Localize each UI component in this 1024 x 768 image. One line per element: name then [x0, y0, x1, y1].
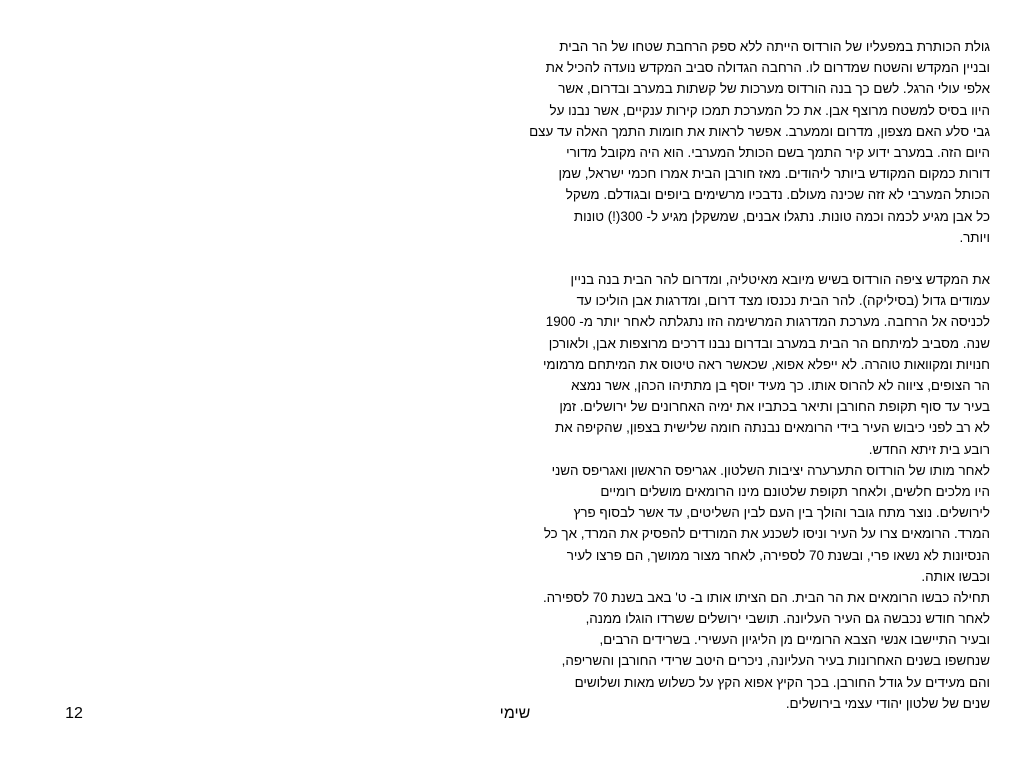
footer-author: שימי — [499, 705, 531, 722]
text-line: ובניין המקדש והשטח שמדרום לו. הרחבה הגדולה סביב המקדש נועדה להכיל את — [545, 60, 990, 76]
text-line: שנה. מסביב למיתחם הר הבית במערב ובדרום נבנו דרכים מרוצפות אבן, ולאורכן — [548, 335, 990, 351]
text-line: הכותל המערבי לא זזה שכינה מעולם. נדבכיו מרשימים ביופים ובגודלם. משקל — [565, 187, 990, 203]
text-line: לאחר חודש נכבשה גם העיר העליונה. תושבי ירושלים ששרדו הוגלו ממנה, — [585, 611, 990, 627]
text-line: ויותר. — [959, 229, 990, 245]
text-line: גבי סלע האם מצפון, מדרום וממערב. אפשר לראות את חומות התמך האלה עד עצם — [529, 123, 990, 139]
text-line: לכניסה אל הרחבה. מערכת המדרגות המרשימה הזו נתגלתה לאחר יותר מ- 1900 — [545, 314, 990, 330]
text-line: שנחשפו בשנים האחרונות בעיר העליונה, ניכרים היטב שרידי החורבן והשריפה, — [561, 653, 990, 669]
text-line: וכבשו אותה. — [921, 568, 990, 584]
text-line: היום הזה. במערב ידוע קיר התמך בשם הכותל המערבי. הוא היה מקובל מדורי — [566, 144, 990, 160]
text-line: הר הצופים, ציווה לא להרוס אותו. כך מעיד יוסף בן מתתיהו הכהן, אשר נמצא — [571, 378, 990, 393]
text-line: בעיר עד סוף תקופת החורבן ותיאר בכתביו את ימיה האחרונים של ירושלים. זמן — [559, 399, 990, 415]
text-line: לירושלים. נוצר מתח גובר והולך בין העם לבין השליטים, עד אשר לבסוף פרץ — [573, 505, 990, 521]
text-line: שנים של שלטון יהודי עצמי בירושלים. — [785, 695, 990, 711]
text-line: אלפי עולי הרגל. לשם כך בנה הורדוס מערכות של קשתות במערב ובדרום, אשר — [558, 81, 990, 97]
text-line: עמודים גדול (בסיליקה). להר הבית נכנסו מצד דרום, ומדרגות אבן הוליכו עד — [576, 293, 990, 309]
text-line: המרד. הרומאים צרו על העיר וניסו לשכנע את המורדים להפסיק את המרד, אך כל — [543, 526, 990, 542]
text-line: גולת הכותרת במפעליו של הורדוס הייתה ללא ספק הרחבת שטחו של הר הבית — [559, 39, 990, 54]
text-line: חנויות ומקוואות טוהרה. לא ייפלא אפוא, שכאשר ראה טיטוס את המיתחם מרמומי — [542, 356, 990, 372]
text-line: הנסיונות לא נשאו פרי, ובשנת 70 לספירה, לאחר מצור ממושך, הם פרצו לעיר — [566, 547, 990, 563]
text-line: דורות כמקום המקודש ביותר ליהודים. מאז חורבן הבית אמרו חכמי ישראל, שמן — [558, 166, 990, 182]
text-line: לאחר מותו של הורדוס התערערה יציבות השלטון. אגריפס הראשון ואגריפס השני — [551, 462, 990, 478]
page-number: 12 — [65, 705, 83, 722]
text-line: רובע בית זיתא החדש. — [868, 441, 990, 457]
text-line: כל אבן מגיע לכמה וכמה טונות. נתגלו אבנים, שמשקלן מגיע ל- 300(!) טונות — [573, 208, 990, 224]
document-body — [430, 36, 990, 714]
blank-line — [430, 248, 990, 269]
text-line: את המקדש ציפה הורדוס בשיש מיובא מאיטליה, ומדרום להר הבית בנה בניין — [570, 272, 990, 288]
text-line: לא רב לפני כיבוש העיר בידי הרומאים נבנתה חומה שלישית בצפון, שהקיפה את — [555, 420, 990, 436]
text-line: ובעיר התיישבו אנשי הצבא הרומיים מן הליגיון העשירי. בשרידים הרבים, — [599, 632, 990, 648]
text-line: היו מלכים חלשים, ולאחר תקופת שלטונם מינו הרומאים מושלים רומיים — [600, 483, 990, 499]
text-line: והם מעידים על גודל החורבן. בכך הקיץ אפוא הקץ על כשלוש מאות ושלושים — [574, 674, 990, 690]
text-line: תחילה כבשו הרומאים את הר הבית. הם הציתו אותו ב- ט' באב בשנת 70 לספירה. — [542, 589, 990, 605]
text-line: היוו בסיס למשטח מרוצף אבן. את כל המערכת תמכו קירות ענקיים, אשר נבנו על — [549, 102, 990, 118]
